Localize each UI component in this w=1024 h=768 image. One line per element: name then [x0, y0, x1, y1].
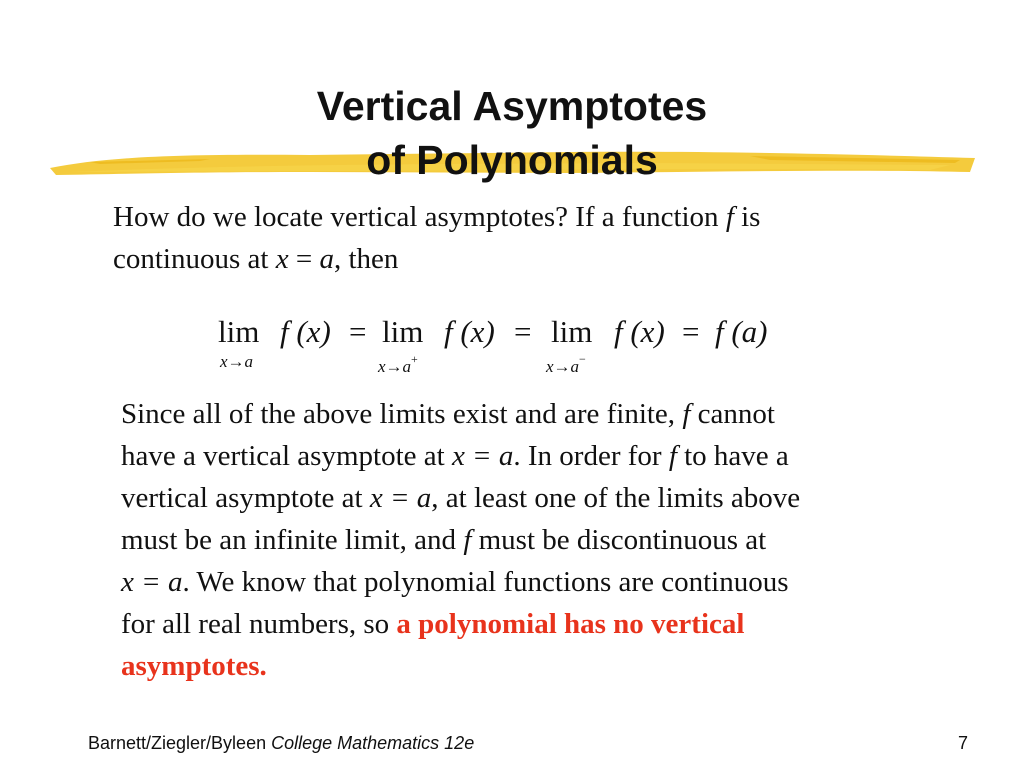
- body-text: must be an infinite limit, and: [121, 524, 464, 556]
- intro-paragraph: [113, 196, 760, 280]
- subscript-text: +: [411, 352, 418, 366]
- subscript-text: x→a: [220, 352, 254, 371]
- equals-2: =: [514, 314, 532, 349]
- equals-3: =: [682, 314, 700, 349]
- f-of-a: f (a): [715, 314, 768, 349]
- var-f: f: [725, 201, 734, 233]
- intro-text: is: [733, 201, 761, 233]
- body-text: x = a: [121, 566, 183, 598]
- body-text: have a vertical asymptote at: [121, 440, 452, 472]
- page-number: 7: [957, 733, 968, 753]
- conclusion-highlight-1: a polynomial has no vertical: [396, 608, 745, 640]
- f-of-x-2: f (x): [444, 314, 495, 349]
- lim-3: lim: [551, 314, 593, 349]
- footer-book-title: College Mathematics 12e: [271, 733, 475, 753]
- body-text: to have a: [676, 440, 789, 472]
- body-text: . In order for: [513, 440, 669, 472]
- footer-authors: Barnett/Ziegler/Byleen: [88, 733, 272, 753]
- intro-text: How do we locate vertical asymptotes? If a function: [113, 201, 726, 233]
- var-x: x: [275, 243, 289, 275]
- subscript-text: x→a: [378, 357, 412, 376]
- subscript-text: x→a: [546, 357, 580, 376]
- body-text: must be discontinuous at: [471, 524, 767, 556]
- intro-text: , then: [333, 243, 399, 275]
- body-text: Since all of the above limits exist and are finite,: [121, 398, 683, 430]
- body-text: . We know that polynomial functions are continuous: [182, 566, 789, 598]
- lim-1-subscript: [220, 352, 253, 372]
- body-text: f: [668, 440, 677, 472]
- body-text: x = a: [451, 440, 514, 472]
- equals-sign: =: [288, 243, 320, 275]
- lim-1: lim: [218, 314, 260, 349]
- body-paragraph: [121, 393, 800, 687]
- body-text: vertical asymptote at: [121, 482, 370, 514]
- var-a: a: [319, 243, 334, 275]
- body-text: , at least one of the limits above: [431, 482, 801, 514]
- footer-citation: [88, 733, 474, 754]
- equals-1: =: [349, 314, 367, 349]
- body-text: cannot: [690, 398, 775, 430]
- body-text: f: [682, 398, 691, 430]
- f-of-x-1: f (x): [280, 314, 331, 349]
- lim-3-subscript: [546, 352, 586, 377]
- body-text: for all real numbers, so: [121, 608, 397, 640]
- body-text: x = a: [369, 482, 432, 514]
- body-text: f: [463, 524, 472, 556]
- f-of-x-3: f (x): [614, 314, 665, 349]
- title-line-1: Vertical Asymptotes: [316, 83, 708, 129]
- conclusion-highlight-2: asymptotes.: [121, 650, 267, 682]
- lim-2-subscript: [378, 352, 418, 377]
- subscript-text: −: [579, 352, 586, 366]
- intro-text: continuous at: [113, 243, 276, 275]
- lim-2: lim: [382, 314, 424, 349]
- title-line-2: of Polynomials: [366, 137, 658, 183]
